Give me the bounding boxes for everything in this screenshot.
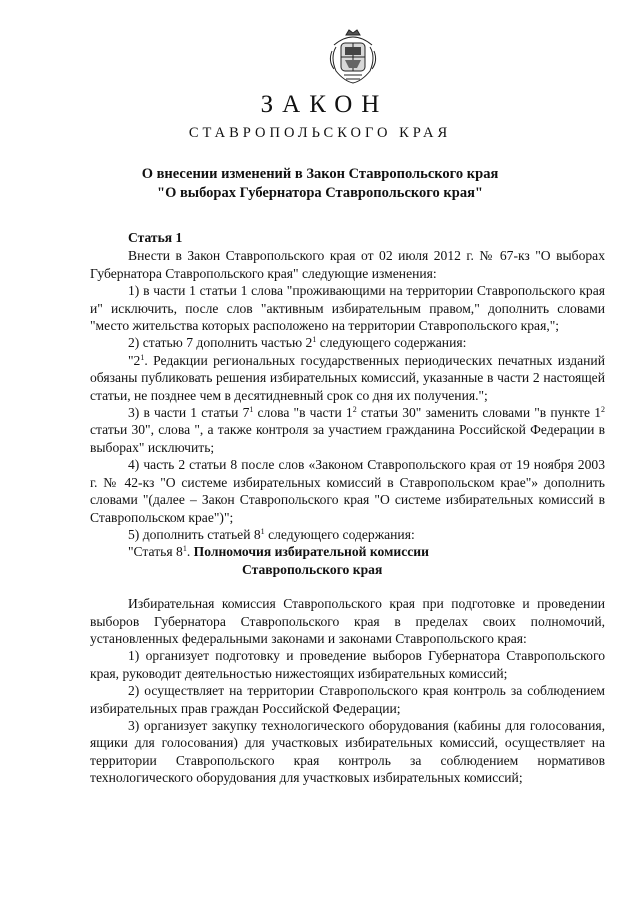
item3-sup2: 2 <box>352 405 357 415</box>
article8-1-point3: 3) организует закупку технологического оборудования (кабины для голосования, ящики для голосования) для участковых избирательных комиссий, осуществляет на территории Ставропольского края контроль за соблюдением нормативов технологического оборудования для участковых избирательных комиссий; <box>90 717 605 786</box>
document-title: ЗАКОН <box>260 91 389 118</box>
art8-prefix: "Статья 8 <box>128 544 183 560</box>
document-body <box>90 229 605 787</box>
item5-b: следующего содержания: <box>264 526 415 542</box>
article1-item1: 1) в части 1 статьи 1 слова "проживающими на территории Ставропольского края и" исключить, после слов "активным избирательным правом," дополнить словами "место жительства которых расположено на территории Ставропольского края,"; <box>90 283 605 334</box>
article1-intro: Внести в Закон Ставропольского края от 02 июля 2012 г. № 67-кз "О выборах Губернатора Ставропольского края" следующие изменения: <box>90 248 605 281</box>
document-subtitle: СТАВРОПОЛЬСКОГО КРАЯ <box>188 125 452 141</box>
item3-b: слова "в части 1 <box>253 405 353 421</box>
art8-title-line1: Полномочия избирательной комиссии <box>193 544 429 560</box>
article8-1-point2: 2) осуществляет на территории Ставропольского края контроль за соблюдением избирательных прав граждан Российской Федерации; <box>90 683 605 716</box>
item3-c: статьи 30" заменить словами "в пункте 1 <box>356 405 602 421</box>
article8-1-title <box>90 543 605 560</box>
article1-item2-quote <box>90 352 605 404</box>
article8-1-point1: 1) организует подготовку и проведение выборов Губернатора Ставропольского края, руководит деятельностью нижестоящих избирательных комиссий; <box>90 648 605 681</box>
law-heading-line2: "О выборах Губернатора Ставропольского края" <box>157 185 483 201</box>
law-heading <box>0 165 640 203</box>
item2-quote-a: "2 <box>128 352 141 368</box>
article8-1-intro: Избирательная комиссия Ставропольского края при подготовке и проведении выборов Губернатора Ставропольского края в пределах своих полномочий, установленных федеральными законами и законами Ставропольского края: <box>90 596 605 646</box>
article1-item4: 4) часть 2 статьи 8 после слов «Законом Ставропольского края от 19 ноября 2003 г. № 42-кз "О системе избирательных комиссий в Ставропольском крае"» дополнить словами "(далее – Закон Ставропольского края "О системе избирательных комиссий в Ставропольском крае")"; <box>90 457 605 525</box>
art8-sup: 1 <box>182 544 187 554</box>
item2-text-b: следующего содержания: <box>316 335 467 351</box>
spacer <box>90 578 605 595</box>
article1-item2 <box>90 334 605 351</box>
coat-of-arms-icon <box>326 27 380 87</box>
article1-item3 <box>90 404 605 456</box>
item5-sup: 1 <box>260 526 265 536</box>
item3-a: 3) в части 1 статьи 7 <box>128 405 250 421</box>
item2-quote-b: . Редакции региональных государственных периодических печатных изданий обязаны публиковать решения избирательных комиссий, указанные в части 2 настоящей статьи, не позднее чем в десятидневный срок со дня их получения."; <box>90 352 605 403</box>
item5-a: 5) дополнить статьей 8 <box>128 526 261 542</box>
article1-item5 <box>90 526 605 543</box>
law-heading-line1: О внесении изменений в Закон Ставропольского края <box>141 166 499 182</box>
item3-d: статьи 30", слова ", а также контроля за участием гражданина Российской Федерации в выборах" исключить; <box>90 422 605 455</box>
item3-sup3: 2 <box>601 405 606 415</box>
item2-quote-sup: 1 <box>140 352 145 362</box>
article1-title: Статья 1 <box>128 230 183 245</box>
art8-dot: . <box>186 544 194 560</box>
art8-title-line2: Ставропольского края <box>242 561 383 577</box>
item2-sup: 1 <box>312 335 317 345</box>
item3-sup1: 1 <box>249 405 254 415</box>
item2-text-a: 2) статью 7 дополнить частью 2 <box>128 335 313 351</box>
